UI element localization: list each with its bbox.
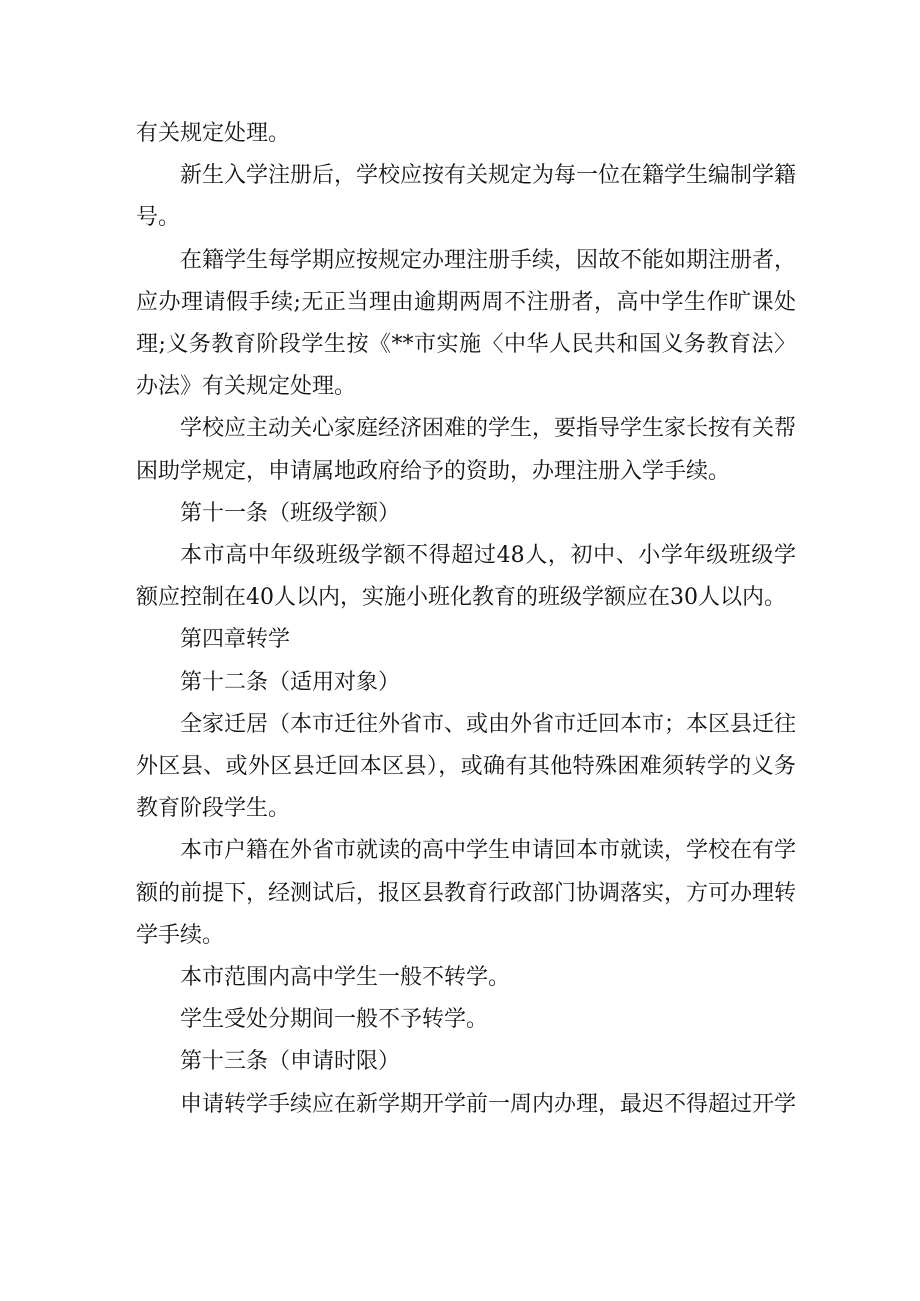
paragraph-no-transfer-local: 本市范围内高中学生一般不转学。	[180, 965, 511, 991]
article-11-heading: 第十一条（班级学额）	[180, 500, 401, 526]
paragraph-application-deadline: 申请转学手续应在新学期开学前一周内办理，最迟不得超过开学	[180, 1091, 797, 1117]
paragraph-class-size: 本市高中年级班级学额不得超过48人，初中、小学年级班级学额应控制在40人以内，实施小班化教育的班级学额应在30人以内。	[136, 543, 796, 611]
article-13-heading: 第十三条（申请时限）	[180, 1049, 401, 1075]
paragraph-continuation: 有关规定处理。	[136, 121, 291, 146]
article-12-heading: 第十二条（适用对象）	[180, 669, 401, 695]
chapter-4-heading: 第四章转学	[180, 627, 291, 653]
paragraph-financial-aid: 学校应主动关心家庭经济困难的学生，要指导学生家长按有关帮困助学规定，申请属地政府给予的资助，办理注册入学手续。	[136, 416, 797, 484]
paragraph-student-id: 新生入学注册后，学校应按有关规定为每一位在籍学生编制学籍号。	[136, 163, 797, 231]
paragraph-no-transfer-discipline: 学生受处分期间一般不予转学。	[180, 1007, 489, 1033]
paragraph-registration: 在籍学生每学期应按规定办理注册手续，因故不能如期注册者，应办理请假手续;无正当理由逾期两周不注册者，高中学生作旷课处理;义务教育阶段学生按《**市实施〈中华人民共和国义务教育法〉办法》有关规定处理。	[136, 247, 797, 400]
paragraph-eligible-students: 全家迁居（本市迁往外省市、或由外省市迁回本市；本区县迁往外区县、或外区县迁回本区县），或确有其他特殊困难须转学的义务教育阶段学生。	[136, 711, 797, 822]
paragraph-high-school-return: 本市户籍在外省市就读的高中学生申请回本市就读，学校在有学额的前提下，经测试后，报区县教育行政部门协调落实，方可办理转学手续。	[136, 838, 797, 948]
document-body	[136, 113, 796, 1126]
